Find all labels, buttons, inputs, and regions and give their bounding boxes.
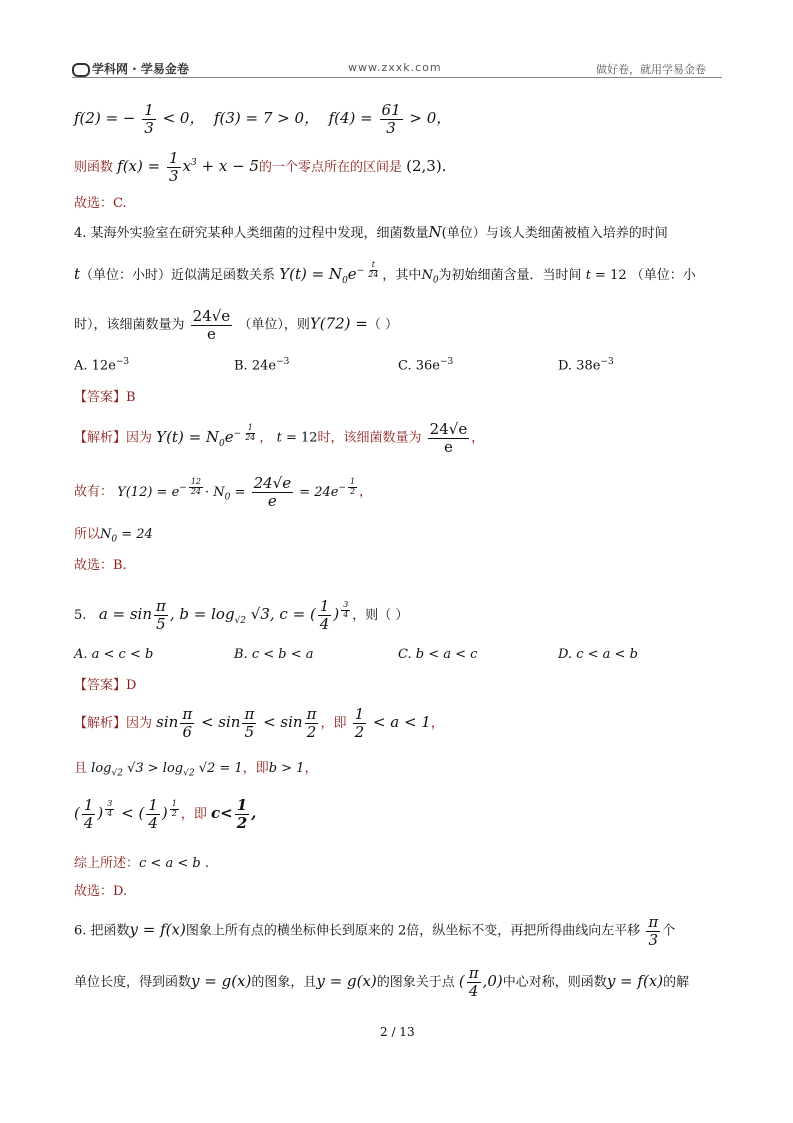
q4-line3: 时），该细菌数量为 $\frac{24√e}{e}$ （单位），则Y(72) =（ ）: [74, 307, 399, 343]
q5-option-d: D. c < a < b: [558, 647, 638, 662]
q4-option-a: A. $12e^{-3}$: [74, 357, 130, 374]
header-slogan: 做好卷，就用学易金卷: [596, 63, 706, 76]
q5-option-a: A. a < c < b: [74, 647, 154, 662]
q5-analysis-2: 且 $\log_{√2} √3 > \log_{√2} √2 = 1$，即b > 1，: [74, 761, 318, 779]
header-logo: [72, 60, 189, 77]
q4-line1: 4. 某海外实验室在研究某种人类细菌的过程中发现，细菌数量N(单位）与该人类细菌被植入培养的时间: [74, 223, 668, 241]
q5-option-c: C. b < a < c: [398, 647, 478, 662]
line-choose-c: 故选：C.: [74, 196, 127, 211]
q5-answer: 【答案】D: [74, 678, 137, 693]
logo-text: 学科网 · 学易金卷: [92, 62, 189, 76]
q5-option-b: B. c < b < a: [234, 647, 314, 662]
q4-line2: t（单位：小时）近似满足函数关系 $Y(t) = N_0e^{- \frac{t}{24}}$ ，其中$N_0$为初始细菌含量．当时间 t = 12 （单位：小: [74, 260, 696, 286]
header-divider: [72, 77, 722, 78]
q6-line2: 单位长度，得到函数y = g(x)的图象，且y = g(x)的图象关于点 ( $\frac{\pi}{4}$ ,0)中心对称，则函数y = f(x)的解: [74, 964, 690, 1000]
q4-answer: 【答案】B: [74, 390, 136, 405]
q4-option-c: C. $36e^{-3}$: [398, 357, 454, 374]
line-f-values: f(2) = − $\frac{1}{3}$ < 0， f(3) = 7 > 0， f(4) = $\frac{61}{3}$ > 0，: [74, 101, 452, 137]
q4-analysis-1: 【解析】因为 $Y(t) = N_0e^{- \frac{1}{24}}$ ， t = 12时，该细菌数量为 $\frac{24√e}{e}$ ，: [74, 420, 485, 456]
q5-question: 5. a = sin $\frac{\pi}{5}$ , $b = \log_{√2} √3$, c = ( $\frac{1}{4}$ ) $^{\frac{3}{4}}$ ，则（ ）: [74, 597, 409, 633]
q4-option-b: B. $24e^{-3}$: [234, 357, 290, 374]
q5-analysis-5: 故选：D.: [74, 884, 128, 899]
line-zero-interval: 则函数 f(x) = $\frac{1}{3}$ $x^3 + x - 5$的一个零点所在的区间是 (2,3).: [74, 149, 447, 185]
page-number: 2 / 13: [380, 1025, 415, 1039]
q4-analysis-4: 故选：B.: [74, 558, 127, 573]
q5-analysis-4: 综上所述：c < a < b .: [74, 856, 209, 871]
logo-icon: [72, 63, 90, 77]
q4-option-d: D. $38e^{-3}$: [558, 357, 614, 374]
q4-analysis-3: 所以$N_0 = 24$: [74, 527, 153, 545]
q5-analysis-3: ( $\frac{1}{4}$ ) $^{\frac{3}{4}}$ < ( $\frac{1}{4}$ ) $^{\frac{1}{2}}$ ，即 c< $\frac{1}{2}$ ,: [74, 796, 257, 832]
q6-line1: 6. 把函数y = f(x)图象上所有点的横坐标伸长到原来的 2倍，纵坐标不变，再把所得曲线向左平移 $\frac{\pi}{3}$ 个: [74, 913, 676, 949]
q4-analysis-2: 故有： $Y(12) = e^{- \frac{12}{24}}$ · $N_0$ = $\frac{24√e}{e}$ = $24e^{- \frac{1}{2}}$ ，: [74, 474, 373, 510]
q5-analysis-1: 【解析】因为 sin $\frac{\pi}{6}$ < sin $\frac{\pi}{5}$ < sin $\frac{\pi}{2}$ ，即 $\frac{1}{2}$ < a < 1，: [74, 705, 444, 741]
header-url: www.zxxk.com: [348, 61, 442, 74]
